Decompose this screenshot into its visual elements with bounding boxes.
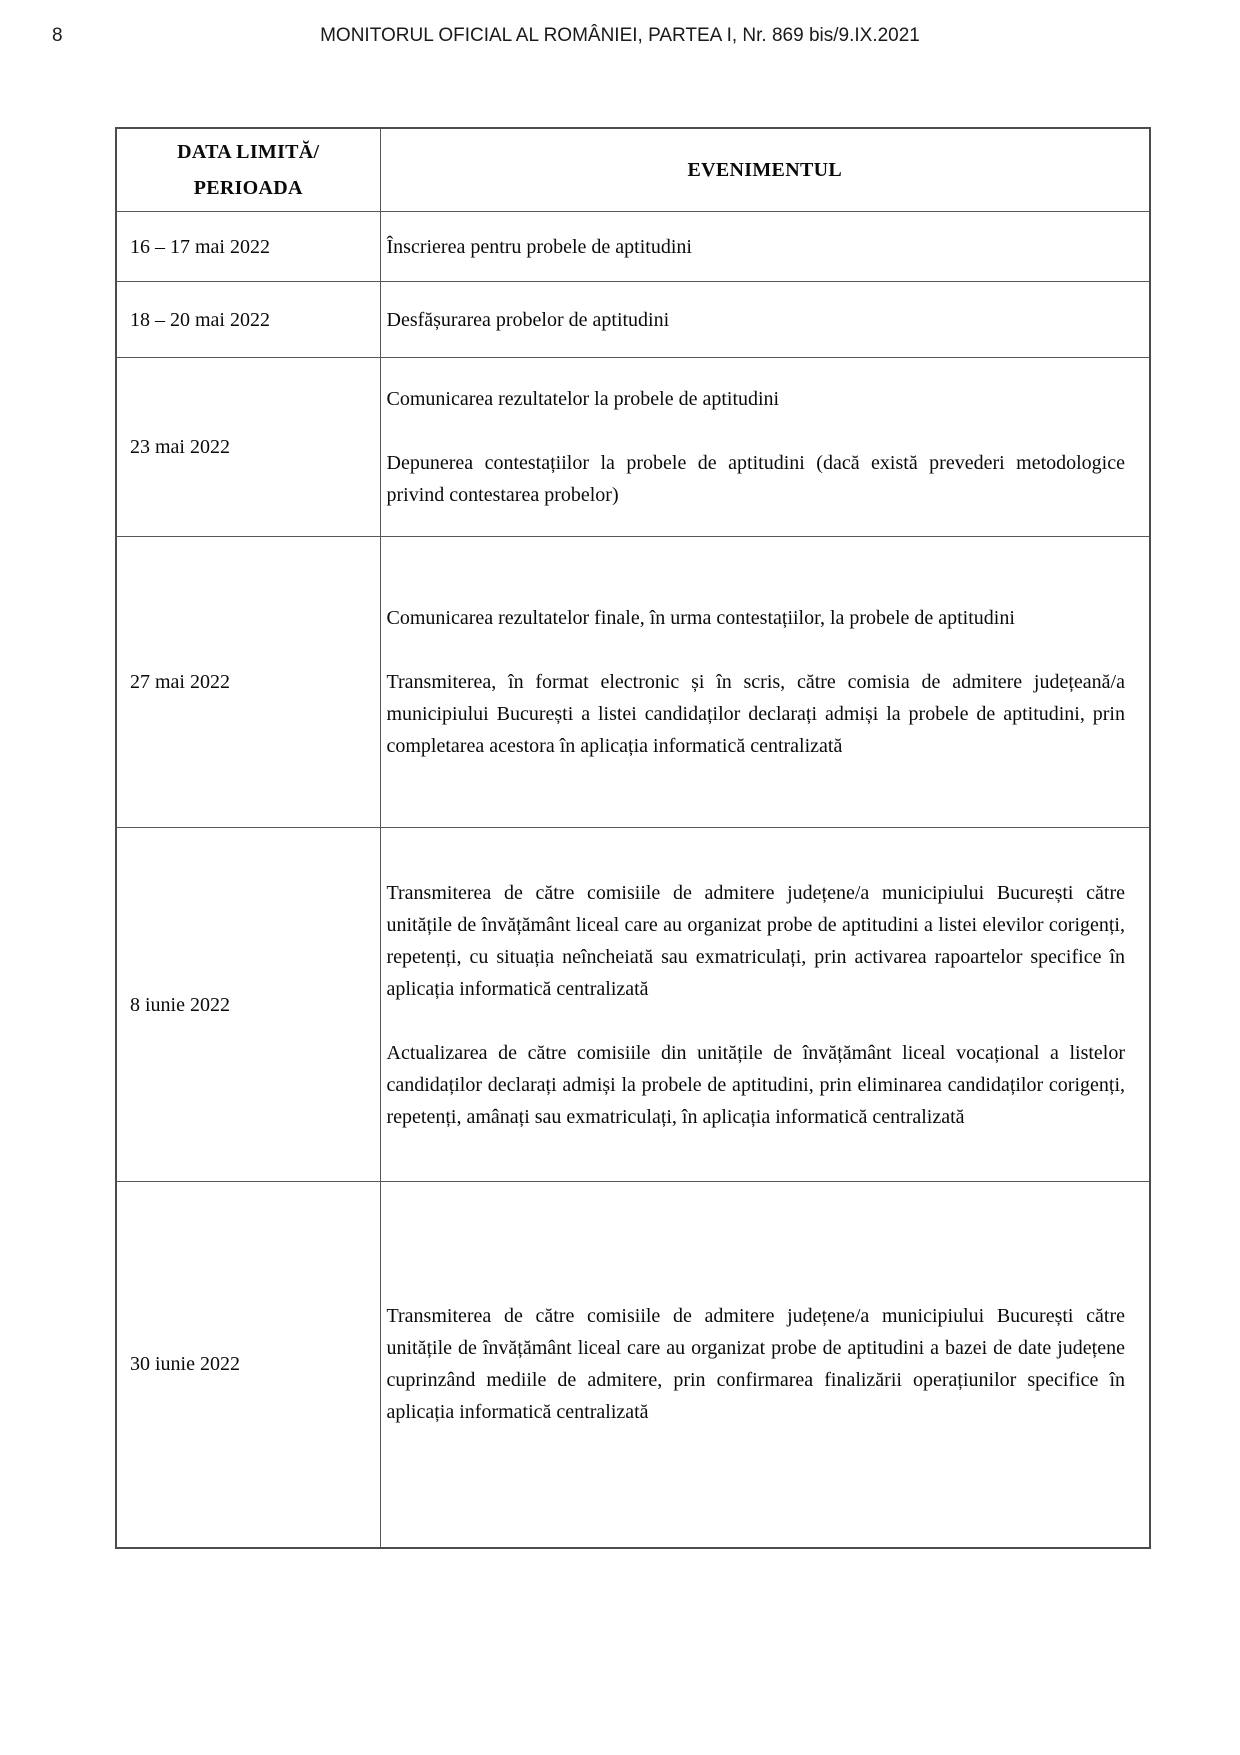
date-cell: 16 – 17 mai 2022 (116, 212, 380, 282)
event-paragraph: Transmiterea de către comisiile de admitere județene/a municipiului București către unitățile de învățământ liceal care au organizat probe de aptitudini a listei elevilor corigenți, repetenți, cu situația neîncheiată sau exmatriculați, prin activarea rapoartelor specifice în aplicația informatică centralizată (386, 881, 1125, 1000)
event-cell (380, 828, 1150, 1182)
date-cell: 18 – 20 mai 2022 (116, 282, 380, 358)
table-row (116, 212, 1150, 282)
event-cell (380, 358, 1150, 537)
event-cell (380, 1182, 1150, 1548)
event-paragraph: Comunicarea rezultatelor la probele de aptitudini (386, 388, 780, 410)
date-cell: 23 mai 2022 (116, 358, 380, 537)
event-paragraph: Actualizarea de către comisiile din unitățile de învățământ liceal vocațional a listelor candidaților declarați admiși la probele de aptitudini, prin eliminarea candidaților corigenți, repetenți, amânați sau exmatriculați, în aplicația informatică centralizată (386, 1041, 1125, 1128)
table-row (116, 537, 1150, 828)
event-paragraph: Desfășurarea probelor de aptitudini (386, 308, 670, 331)
date-cell: 30 iunie 2022 (116, 1182, 380, 1548)
column-header-date-line1: DATA LIMITĂ/ (177, 141, 320, 163)
schedule-table (115, 127, 1151, 1549)
page-header-title: MONITORUL OFICIAL AL ROMÂNIEI, PARTEA I, Nr. 869 bis/9.IX.2021 (320, 25, 920, 46)
column-header-date (116, 128, 380, 212)
event-cell (380, 282, 1150, 358)
event-paragraph: Înscrierea pentru probele de aptitudini (386, 235, 692, 258)
column-header-date-line2: PERIOADA (193, 177, 303, 199)
table-header-row (116, 128, 1150, 212)
running-head (0, 24, 1240, 50)
table-row (116, 282, 1150, 358)
event-cell (380, 212, 1150, 282)
column-header-event: EVENIMENTUL (380, 128, 1150, 212)
table-row (116, 358, 1150, 537)
event-paragraph: Transmiterea, în format electronic și în scris, către comisia de admitere județeană/a municipiului București a listei candidaților declarați admiși la probele de aptitudini, prin completarea acestora în aplicația informatică centralizată (386, 671, 1125, 757)
table-row (116, 1182, 1150, 1548)
event-paragraph: Transmiterea de către comisiile de admitere județene/a municipiului București către unitățile de învățământ liceal care au organizat probe de aptitudini a bazei de date județene cuprinzând mediile de admitere, prin confirmarea finalizării operațiunilor specifice în aplicația informatică centralizată (386, 1305, 1125, 1424)
table-row (116, 828, 1150, 1182)
page-number: 8 (52, 25, 63, 46)
event-cell (380, 537, 1150, 828)
event-paragraph: Comunicarea rezultatelor finale, în urma contestațiilor, la probele de aptitudini (386, 607, 1015, 629)
date-cell: 27 mai 2022 (116, 537, 380, 828)
event-paragraph: Depunerea contestațiilor la probele de aptitudini (dacă există prevederi metodologice privind contestarea probelor) (386, 452, 1125, 506)
date-cell: 8 iunie 2022 (116, 828, 380, 1182)
